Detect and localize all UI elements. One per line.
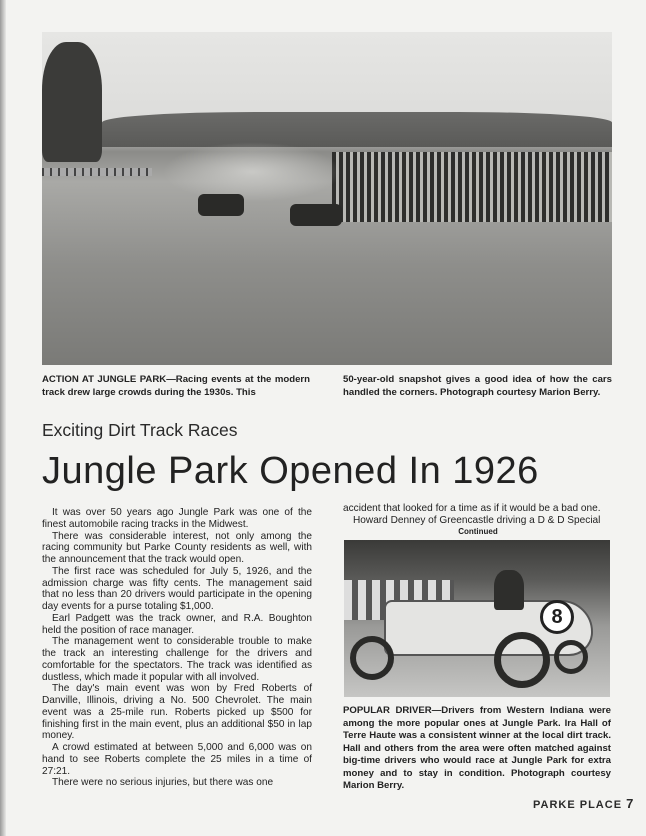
- race-photo: [42, 32, 612, 365]
- race-car: [198, 194, 244, 216]
- caption-lead: ACTION AT JUNGLE PARK: [42, 374, 167, 385]
- article-column-right: [343, 503, 613, 537]
- wheel: [494, 632, 550, 688]
- wheel: [554, 640, 588, 674]
- driver-photo: [344, 540, 610, 697]
- publication-name: PARKE PLACE: [533, 799, 623, 811]
- car-number-badge: 8: [540, 600, 574, 634]
- paragraph: accident that looked for a time as if it would be a bad one.: [343, 503, 601, 514]
- driver-photo-caption: POPULAR DRIVER—Drivers from Western Indiana were among the more popular ones at Jungle Park. Ira Hall of Terre Haute was a consistent winner at the local dirt track. Hall and others from the area were often matched against big-time drivers who would race at Jungle Park for extra money and to stay in condition. Photograph courtesy Marion Berry.: [343, 705, 611, 791]
- dust-cloud: [162, 142, 342, 202]
- article-kicker: Exciting Dirt Track Races: [42, 420, 238, 440]
- paragraph: A crowd estimated at between 5,000 and 6,000 was on hand to see Roberts complete the 25 miles in a time of 27:21.: [42, 742, 312, 777]
- paragraph: Earl Padgett was the track owner, and R.A. Boughton held the position of race manager.: [42, 612, 312, 636]
- fence: [42, 168, 152, 176]
- article-column-left: [42, 507, 312, 789]
- wheel: [350, 636, 394, 680]
- paragraph: The day's main event was won by Fred Roberts of Danville, Illinois, driving a No. 500 Chevrolet. The main event was a 25-mile run. Roberts picked up $500 for finishing first in the main event, plus an additional $50 in lap money.: [42, 683, 312, 742]
- paragraph: The management went to considerable trouble to make the track an interesting challenge for the drivers and comfortable for the spectators. The track was identified as dustless, which made it popular with all involved.: [42, 636, 312, 683]
- driver: [494, 570, 524, 610]
- page-footer: [533, 796, 634, 811]
- photo-caption-left: ACTION AT JUNGLE PARK—Racing events at the modern track drew large crowds during the 1930s. This: [42, 374, 310, 398]
- paragraph: There were no serious injuries, but there was one: [52, 777, 274, 789]
- scan-edge: [0, 0, 6, 836]
- paragraph: The first race was scheduled for July 5, 1926, and the admission charge was fifty cents. The management said that no less than 20 drivers would participate in the opening day events for a purse totaling $1,000.: [42, 565, 312, 612]
- photo-caption-right: 50-year-old snapshot gives a good idea of how the cars handled the corners. Photograph courtesy Marion Berry.: [343, 374, 612, 398]
- trees: [42, 42, 102, 162]
- article-headline: Jungle Park Opened In 1926: [42, 450, 539, 492]
- paragraph: Howard Denney of Greencastle driving a D & D Special: [353, 514, 601, 526]
- page-number: 7: [626, 796, 635, 811]
- paragraph: It was over 50 years ago Jungle Park was one of the finest automobile racing tracks in the Midwest.: [42, 507, 312, 530]
- race-car: [290, 204, 342, 226]
- paragraph: There was considerable interest, not only among the racing community but Parke County residents as well, with the announcement that the track would open.: [42, 530, 312, 565]
- continued-label: Continued: [458, 526, 498, 536]
- caption-lead: POPULAR DRIVER: [343, 705, 432, 716]
- crowd: [332, 152, 612, 222]
